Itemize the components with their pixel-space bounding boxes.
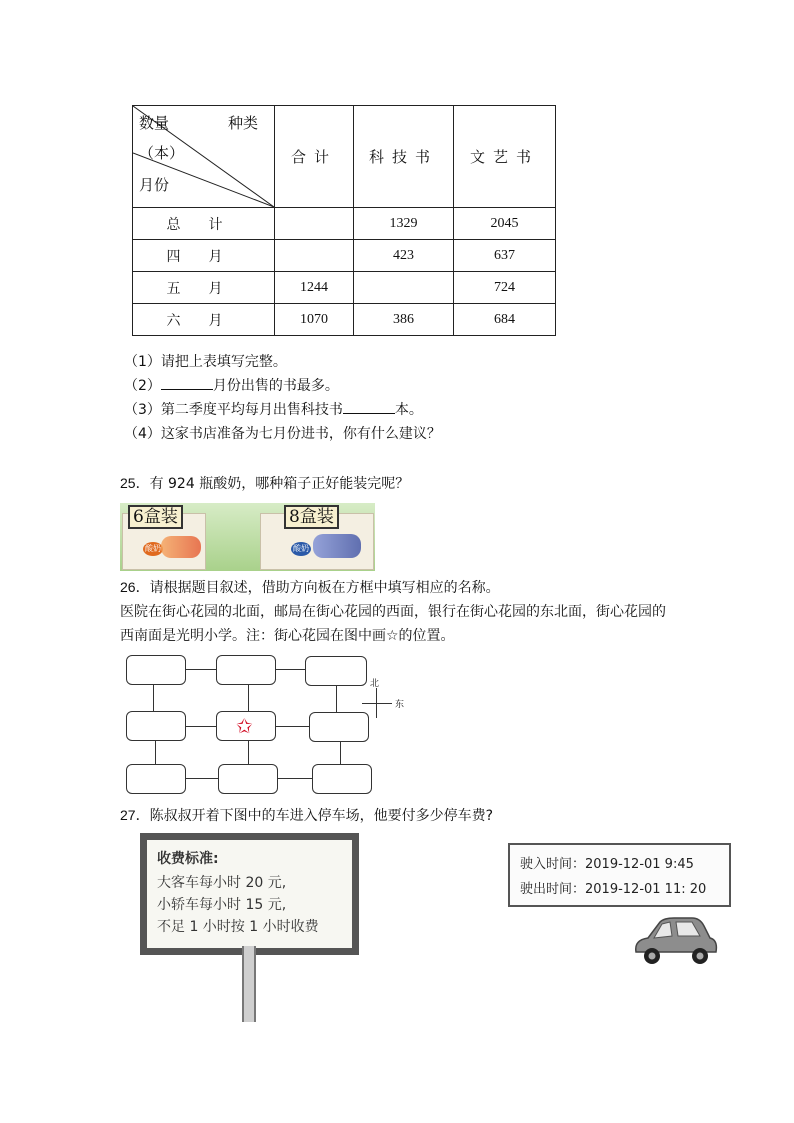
table-cell: 1329 bbox=[354, 208, 454, 240]
problem-27-title: ．陈叔叔开着下图中的车进入停车场，他要付多少停车费? bbox=[135, 808, 494, 824]
compass-east-label: 东 bbox=[395, 700, 405, 710]
star-icon: ✩ bbox=[236, 714, 253, 738]
map-road bbox=[184, 669, 216, 670]
map-road bbox=[153, 683, 154, 712]
problem-25-text: ．有 924 瓶酸奶，哪种箱子正好能装完呢？ bbox=[135, 476, 410, 492]
map-box-northwest[interactable] bbox=[126, 655, 186, 685]
map-road bbox=[155, 741, 156, 765]
problem-25 bbox=[120, 473, 409, 493]
sign-line: 大客车每小时 20 元, bbox=[157, 875, 287, 891]
map-road bbox=[184, 778, 218, 779]
table-cell: 423 bbox=[354, 240, 454, 272]
question-2 bbox=[124, 375, 339, 395]
map-road bbox=[275, 726, 309, 727]
sign-line: 不足 1 小时按 1 小时收费 bbox=[157, 919, 319, 935]
corner-label-unit: （本） bbox=[139, 144, 185, 162]
table-row bbox=[133, 272, 556, 304]
problem-26 bbox=[120, 577, 500, 597]
parking-ticket bbox=[508, 843, 731, 907]
fruit-splash-icon bbox=[313, 534, 361, 558]
question-3-suffix: 本。 bbox=[394, 402, 423, 418]
map-road bbox=[274, 669, 306, 670]
table-corner-cell bbox=[133, 106, 275, 208]
table-row bbox=[133, 208, 556, 240]
map-road bbox=[336, 685, 337, 712]
map-box-north[interactable] bbox=[216, 655, 276, 685]
table-cell: 724 bbox=[454, 272, 556, 304]
answer-blank[interactable] bbox=[161, 377, 213, 390]
map-box-southeast[interactable] bbox=[312, 764, 372, 794]
map-box-south[interactable] bbox=[218, 764, 278, 794]
problem-number: 27 bbox=[120, 807, 136, 823]
parking-fee-sign bbox=[140, 833, 359, 955]
table-row bbox=[133, 240, 556, 272]
problem-26-title: ．请根据题目叙述，借助方向板在方框中填写相应的名称。 bbox=[135, 580, 500, 596]
row-label: 五月 bbox=[133, 272, 275, 304]
sales-table bbox=[132, 105, 556, 336]
map-road bbox=[248, 683, 249, 712]
map-road bbox=[340, 741, 341, 765]
question-2-prefix: （2） bbox=[124, 378, 161, 394]
box-6-label: 6盒装 bbox=[128, 505, 183, 529]
problem-number: 25 bbox=[120, 475, 136, 491]
table-cell: 386 bbox=[354, 304, 454, 336]
question-2-suffix: 月份出售的书最多。 bbox=[212, 378, 339, 394]
row-label: 四月 bbox=[133, 240, 275, 272]
yogurt-drink-icon: 酸奶 bbox=[291, 542, 311, 556]
table-cell bbox=[275, 240, 354, 272]
compass-north-label: 北 bbox=[370, 679, 380, 689]
table-cell: 2045 bbox=[454, 208, 556, 240]
table-cell: 1070 bbox=[275, 304, 354, 336]
compass-horizontal-line bbox=[362, 703, 392, 704]
problem-number: 26 bbox=[120, 579, 136, 595]
corner-label-quantity: 数量 bbox=[139, 114, 170, 132]
corner-label-type: 种类 bbox=[228, 114, 259, 132]
col-header-total: 合计 bbox=[275, 106, 354, 208]
fruit-splash-icon bbox=[161, 536, 201, 558]
map-box-northeast[interactable] bbox=[305, 656, 367, 686]
problem-27 bbox=[120, 805, 493, 825]
map-road bbox=[248, 741, 249, 765]
sign-line: 小轿车每小时 15 元, bbox=[157, 897, 287, 913]
table-cell bbox=[354, 272, 454, 304]
map-road bbox=[276, 778, 312, 779]
map-box-southwest[interactable] bbox=[126, 764, 186, 794]
answer-blank[interactable] bbox=[343, 401, 395, 414]
table-cell: 1244 bbox=[275, 272, 354, 304]
question-3-prefix: （3）第二季度平均每月出售科技书 bbox=[124, 402, 343, 418]
table-cell: 684 bbox=[454, 304, 556, 336]
question-3 bbox=[124, 399, 423, 419]
yogurt-drink-icon: 酸奶 bbox=[143, 542, 163, 556]
question-4: （4）这家书店准备为七月份进书，你有什么建议？ bbox=[124, 426, 441, 442]
table-row bbox=[133, 304, 556, 336]
table-cell: 637 bbox=[454, 240, 556, 272]
map-box-west[interactable] bbox=[126, 711, 186, 741]
ticket-entry-time: 驶入时间：2019-12-01 9:45 bbox=[520, 857, 694, 872]
col-header-literature: 文艺书 bbox=[454, 106, 556, 208]
car-icon bbox=[630, 912, 720, 968]
corner-label-month: 月份 bbox=[139, 176, 170, 194]
ticket-exit-time: 驶出时间：2019-12-01 11: 20 bbox=[520, 882, 707, 897]
problem-26-line2: 西南面是光明小学。注：街心花园在图中画☆的位置。 bbox=[120, 628, 455, 644]
table-cell bbox=[275, 208, 354, 240]
row-label: 六月 bbox=[133, 304, 275, 336]
map-box-east[interactable] bbox=[309, 712, 369, 742]
sign-post bbox=[242, 946, 256, 1022]
yogurt-boxes-image bbox=[120, 503, 375, 571]
row-label: 总计 bbox=[133, 208, 275, 240]
problem-26-line1: 医院在街心花园的北面，邮局在街心花园的西面，银行在街心花园的东北面，街心花园的 bbox=[120, 604, 666, 620]
question-1: （1）请把上表填写完整。 bbox=[124, 354, 287, 370]
map-box-center bbox=[216, 711, 276, 741]
box-8-label: 8盒装 bbox=[284, 505, 339, 529]
sign-title: 收费标准: bbox=[157, 851, 219, 867]
map-road bbox=[184, 726, 216, 727]
col-header-science: 科技书 bbox=[354, 106, 454, 208]
